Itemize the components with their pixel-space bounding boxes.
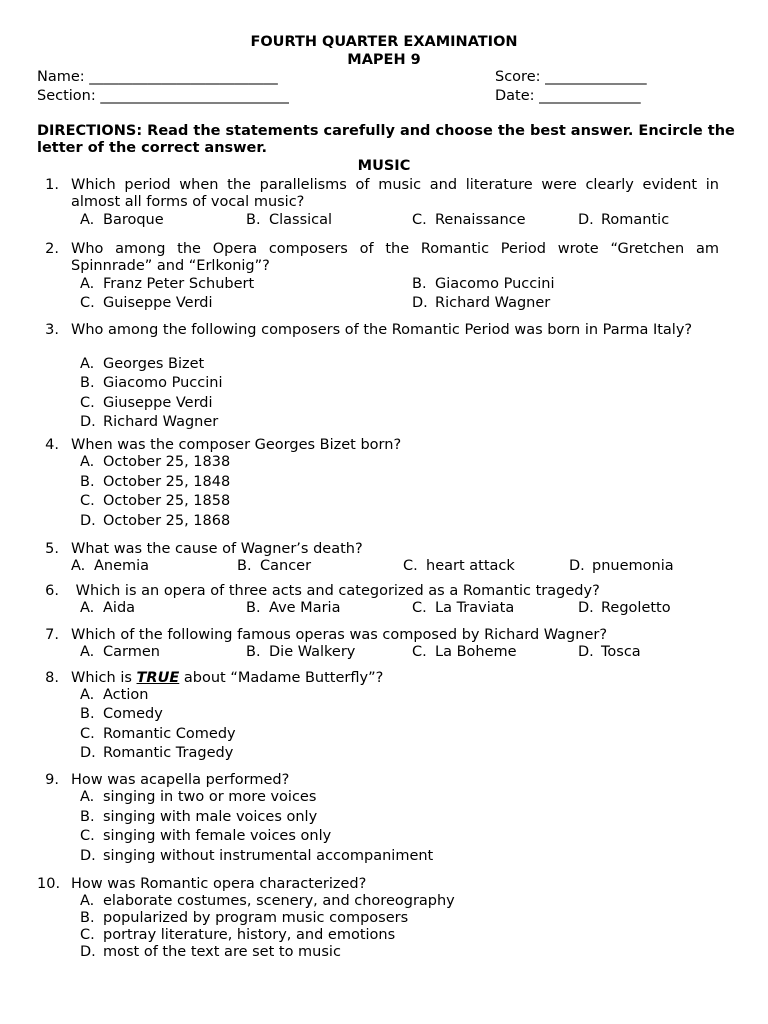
option-letter: B.: [412, 276, 427, 292]
question-text: [71, 670, 383, 687]
section-field: Section: __________________________: [37, 88, 289, 104]
option-text: Giuseppe Verdi: [103, 395, 213, 411]
option-b: [80, 375, 222, 392]
option-text: portray literature, history, and emotions: [103, 927, 396, 943]
option-letter: A.: [80, 276, 95, 292]
option-letter: A.: [80, 356, 95, 372]
option-c: [80, 295, 213, 312]
option-letter: C.: [80, 927, 95, 943]
option-text: elaborate costumes, scenery, and choreography: [103, 893, 455, 909]
option-letter: B.: [246, 644, 261, 660]
question-number: 9.: [45, 772, 59, 788]
option-d: [569, 558, 674, 575]
option-letter: D.: [578, 600, 594, 616]
option-text: October 25, 1848: [103, 474, 231, 490]
option-text: Romantic Comedy: [103, 726, 236, 742]
question-number: 2.: [45, 241, 59, 257]
option-text: Giacomo Puccini: [103, 375, 223, 391]
option-letter: B.: [80, 809, 95, 825]
option-a: [80, 356, 204, 373]
option-letter: D.: [80, 944, 96, 960]
option-b: [80, 706, 163, 723]
option-text: Baroque: [103, 212, 164, 228]
question-number: 7.: [45, 627, 59, 643]
option-letter: A.: [71, 558, 86, 574]
option-b: [80, 474, 230, 491]
option-text: singing with female voices only: [103, 828, 332, 844]
option-a: [80, 600, 135, 617]
option-letter: D.: [412, 295, 428, 311]
option-text: Comedy: [103, 706, 163, 722]
option-letter: C.: [412, 212, 427, 228]
option-letter: D.: [80, 414, 96, 430]
question-number: 6.: [45, 583, 59, 599]
option-letter: D.: [80, 745, 96, 761]
question-text: Who among the following composers of the Romantic Period was born in Parma Italy?: [71, 322, 693, 338]
option-letter: B.: [80, 910, 95, 926]
option-letter: D.: [569, 558, 585, 574]
option-text: La Traviata: [435, 600, 515, 616]
option-b: [80, 809, 317, 826]
option-text: popularized by program music composers: [103, 910, 409, 926]
option-text: Anemia: [94, 558, 150, 574]
question-text-part: Which is: [71, 670, 137, 686]
option-text: Romantic Tragedy: [103, 745, 234, 761]
option-letter: A.: [80, 600, 95, 616]
option-letter: C.: [412, 600, 427, 616]
option-a: [80, 644, 160, 661]
option-text: heart attack: [426, 558, 515, 574]
question-number: 8.: [45, 670, 59, 686]
option-letter: A.: [80, 687, 95, 703]
option-a: [80, 276, 254, 293]
question-text-part: about “Madame Butterfly”?: [179, 670, 384, 686]
option-text: Tosca: [601, 644, 641, 660]
question-number: 5.: [45, 541, 59, 557]
option-letter: A.: [80, 644, 95, 660]
option-text: pnuemonia: [592, 558, 674, 574]
question-text: Who among the Opera composers of the Romantic Period wrote “Gretchen am Spinnrade” and “Erlkonig”?: [71, 241, 719, 274]
option-text: Die Walkery: [269, 644, 356, 660]
option-letter: C.: [80, 726, 95, 742]
option-c: [412, 212, 526, 229]
option-letter: B.: [246, 600, 261, 616]
name-field: Name: __________________________: [37, 69, 278, 85]
exam-subject: MAPEH 9: [347, 52, 421, 68]
score-field: Score: ______________: [495, 69, 647, 85]
option-letter: A.: [80, 454, 95, 470]
option-c: [412, 644, 517, 661]
option-text: Renaissance: [435, 212, 526, 228]
option-c: [80, 395, 213, 412]
option-c: [80, 927, 395, 944]
emphasis-true: TRUE: [136, 670, 180, 686]
option-a: [80, 789, 316, 806]
option-d: [80, 848, 433, 865]
option-text: Richard Wagner: [435, 295, 551, 311]
option-letter: C.: [80, 493, 95, 509]
option-text: Carmen: [103, 644, 160, 660]
section-title-music: MUSIC: [357, 158, 411, 174]
option-b: [246, 212, 332, 229]
option-text: Franz Peter Schubert: [103, 276, 255, 292]
option-letter: B.: [80, 706, 95, 722]
option-letter: C.: [80, 295, 95, 311]
option-letter: A.: [80, 893, 95, 909]
option-d: [80, 414, 218, 431]
option-d: [412, 295, 550, 312]
option-letter: A.: [80, 789, 95, 805]
option-text: Classical: [269, 212, 333, 228]
question-number: 4.: [45, 437, 59, 453]
option-text: La Boheme: [435, 644, 517, 660]
option-letter: B.: [80, 375, 95, 391]
question-text: How was acapella performed?: [71, 772, 290, 788]
option-c: [412, 600, 514, 617]
option-letter: C.: [80, 828, 95, 844]
question-text: Which of the following famous operas was composed by Richard Wagner?: [71, 627, 608, 643]
option-text: Guiseppe Verdi: [103, 295, 213, 311]
option-text: most of the text are set to music: [103, 944, 341, 960]
option-text: Action: [103, 687, 149, 703]
question-text: What was the cause of Wagner’s death?: [71, 541, 363, 557]
option-b: [80, 910, 408, 927]
option-text: Georges Bizet: [103, 356, 205, 372]
option-text: Giacomo Puccini: [435, 276, 555, 292]
option-text: singing in two or more voices: [103, 789, 317, 805]
option-text: Aida: [103, 600, 136, 616]
question-text: When was the composer Georges Bizet born?: [71, 437, 402, 453]
option-d: [578, 644, 641, 661]
option-letter: D.: [80, 513, 96, 529]
option-letter: B.: [80, 474, 95, 490]
option-letter: A.: [80, 212, 95, 228]
option-text: October 25, 1858: [103, 493, 231, 509]
option-a: [80, 454, 230, 471]
option-letter: D.: [80, 848, 96, 864]
option-c: [80, 493, 230, 510]
option-text: singing with male voices only: [103, 809, 318, 825]
question-text: How was Romantic opera characterized?: [71, 876, 367, 892]
date-field: Date: ______________: [495, 88, 641, 104]
option-b: [412, 276, 554, 293]
option-letter: D.: [578, 644, 594, 660]
question-text: Which period when the parallelisms of music and literature were clearly evident in almost all forms of vocal music?: [71, 177, 719, 210]
directions: DIRECTIONS: Read the statements carefully and choose the best answer. Encircle the letter of the correct answer.: [37, 123, 735, 156]
question-number: 1.: [45, 177, 59, 193]
option-d: [578, 212, 669, 229]
option-letter: D.: [578, 212, 594, 228]
option-c: [403, 558, 515, 575]
option-b: [237, 558, 311, 575]
option-letter: C.: [403, 558, 418, 574]
option-text: Regoletto: [601, 600, 671, 616]
option-a: [80, 212, 164, 229]
option-d: [578, 600, 671, 617]
option-text: singing without instrumental accompaniment: [103, 848, 434, 864]
option-text: Ave Maria: [269, 600, 341, 616]
option-text: October 25, 1868: [103, 513, 231, 529]
option-text: Richard Wagner: [103, 414, 219, 430]
option-letter: C.: [412, 644, 427, 660]
option-b: [246, 644, 355, 661]
option-d: [80, 745, 233, 762]
question-number: 3.: [45, 322, 59, 338]
option-b: [246, 600, 340, 617]
option-a: [71, 558, 149, 575]
option-text: October 25, 1838: [103, 454, 231, 470]
option-letter: B.: [246, 212, 261, 228]
option-a: [80, 687, 148, 704]
option-text: Cancer: [260, 558, 312, 574]
question-number: 10.: [37, 876, 61, 892]
exam-title: FOURTH QUARTER EXAMINATION: [250, 34, 518, 50]
option-letter: C.: [80, 395, 95, 411]
option-c: [80, 726, 236, 743]
question-text: Which is an opera of three acts and categorized as a Romantic tragedy?: [71, 583, 600, 599]
option-d: [80, 513, 230, 530]
option-letter: B.: [237, 558, 252, 574]
option-text: Romantic: [601, 212, 670, 228]
option-a: [80, 893, 455, 910]
option-c: [80, 828, 331, 845]
option-d: [80, 944, 341, 961]
